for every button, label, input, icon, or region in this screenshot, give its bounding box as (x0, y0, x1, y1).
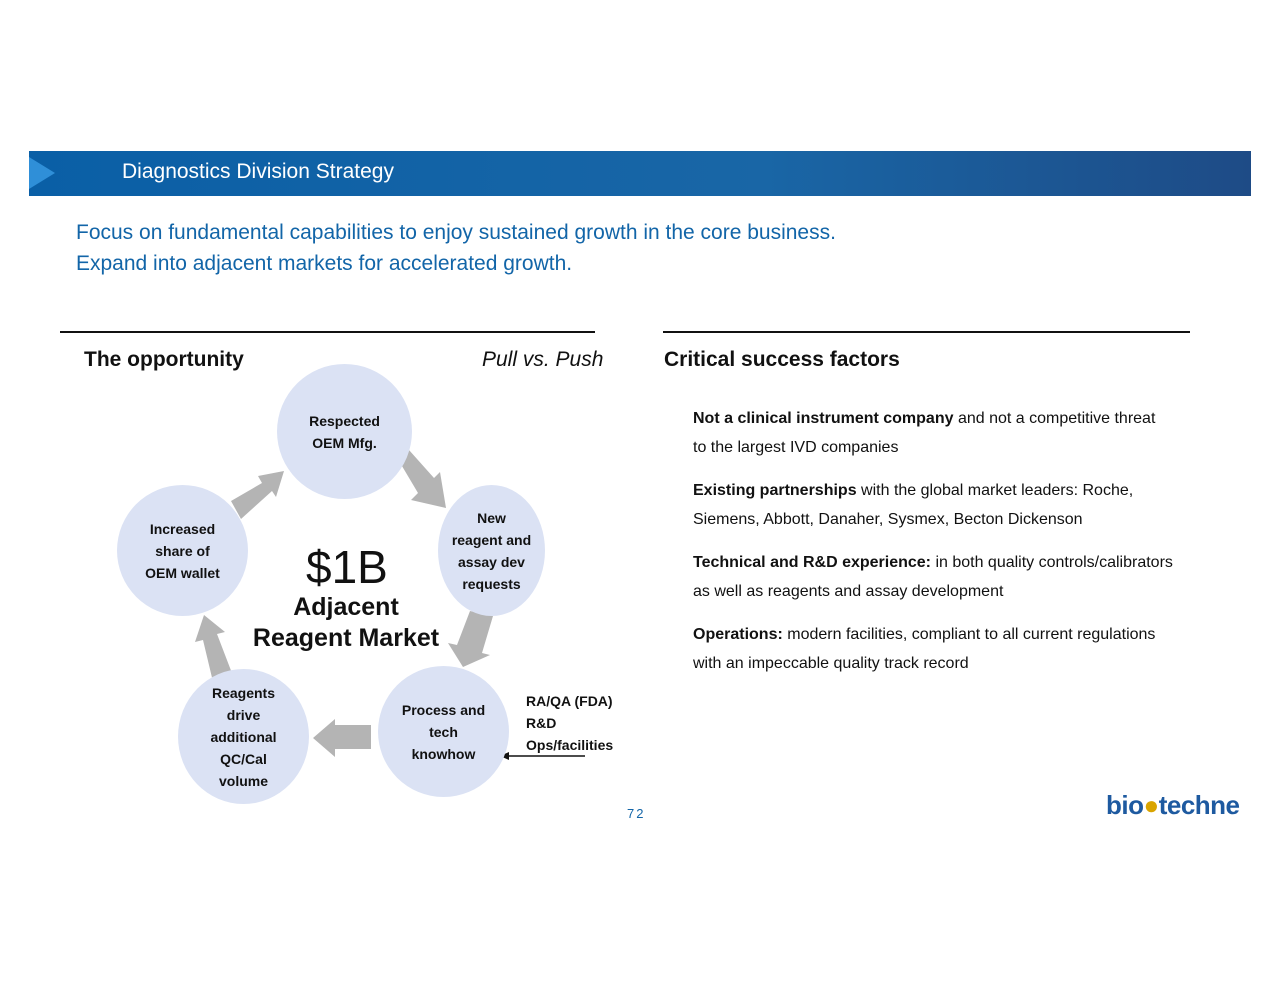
arrow-icon (231, 471, 284, 519)
factor-item: Existing partnerships with the global market leaders: Roche, Siemens, Abbott, Danaher, Sysmex, Becton Dickenson (693, 482, 1134, 528)
arrow-icon (313, 719, 371, 757)
factor-item: Operations: modern facilities, compliant to all current regulations with an impeccable quality track record (693, 626, 1156, 672)
cycle-node-process-knowhow: Process and tech knowhow (378, 666, 509, 797)
opportunity-heading: The opportunity (84, 348, 244, 371)
factors-heading: Critical success factors (664, 348, 900, 371)
arrow-icon (448, 611, 493, 667)
cycle-node-wallet-share: Increased share of OEM wallet (117, 485, 248, 616)
page-number: 72 (627, 806, 646, 821)
cycle-node-reagents-volume: Reagents drive additional QC/Cal volume (178, 669, 309, 804)
cycle-node-respected: Respected OEM Mfg. (277, 364, 412, 499)
pull-push-subheading: Pull vs. Push (482, 348, 604, 371)
page-title: Diagnostics Division Strategy (122, 160, 394, 183)
factor-item: Not a clinical instrument company and not a competitive threat to the largest IVD companies (693, 410, 1156, 456)
factor-item: Technical and R&D experience: in both quality controls/calibrators as well as reagents and assay development (693, 554, 1173, 600)
market-size-value: $1B (306, 541, 388, 593)
cycle-node-new-requests: New reagent and assay dev requests (438, 485, 545, 616)
process-details: RA/QA (FDA) R&D Ops/facilities (526, 693, 614, 753)
company-logo: bio●techne (1106, 790, 1240, 820)
market-label: Adjacent Reagent Market (252, 593, 440, 652)
intro-line-1: Focus on fundamental capabilities to enjoy sustained growth in the core business. (76, 221, 836, 244)
intro-line-2: Expand into adjacent markets for accelerated growth. (76, 252, 573, 275)
success-factors-list (693, 404, 1173, 692)
